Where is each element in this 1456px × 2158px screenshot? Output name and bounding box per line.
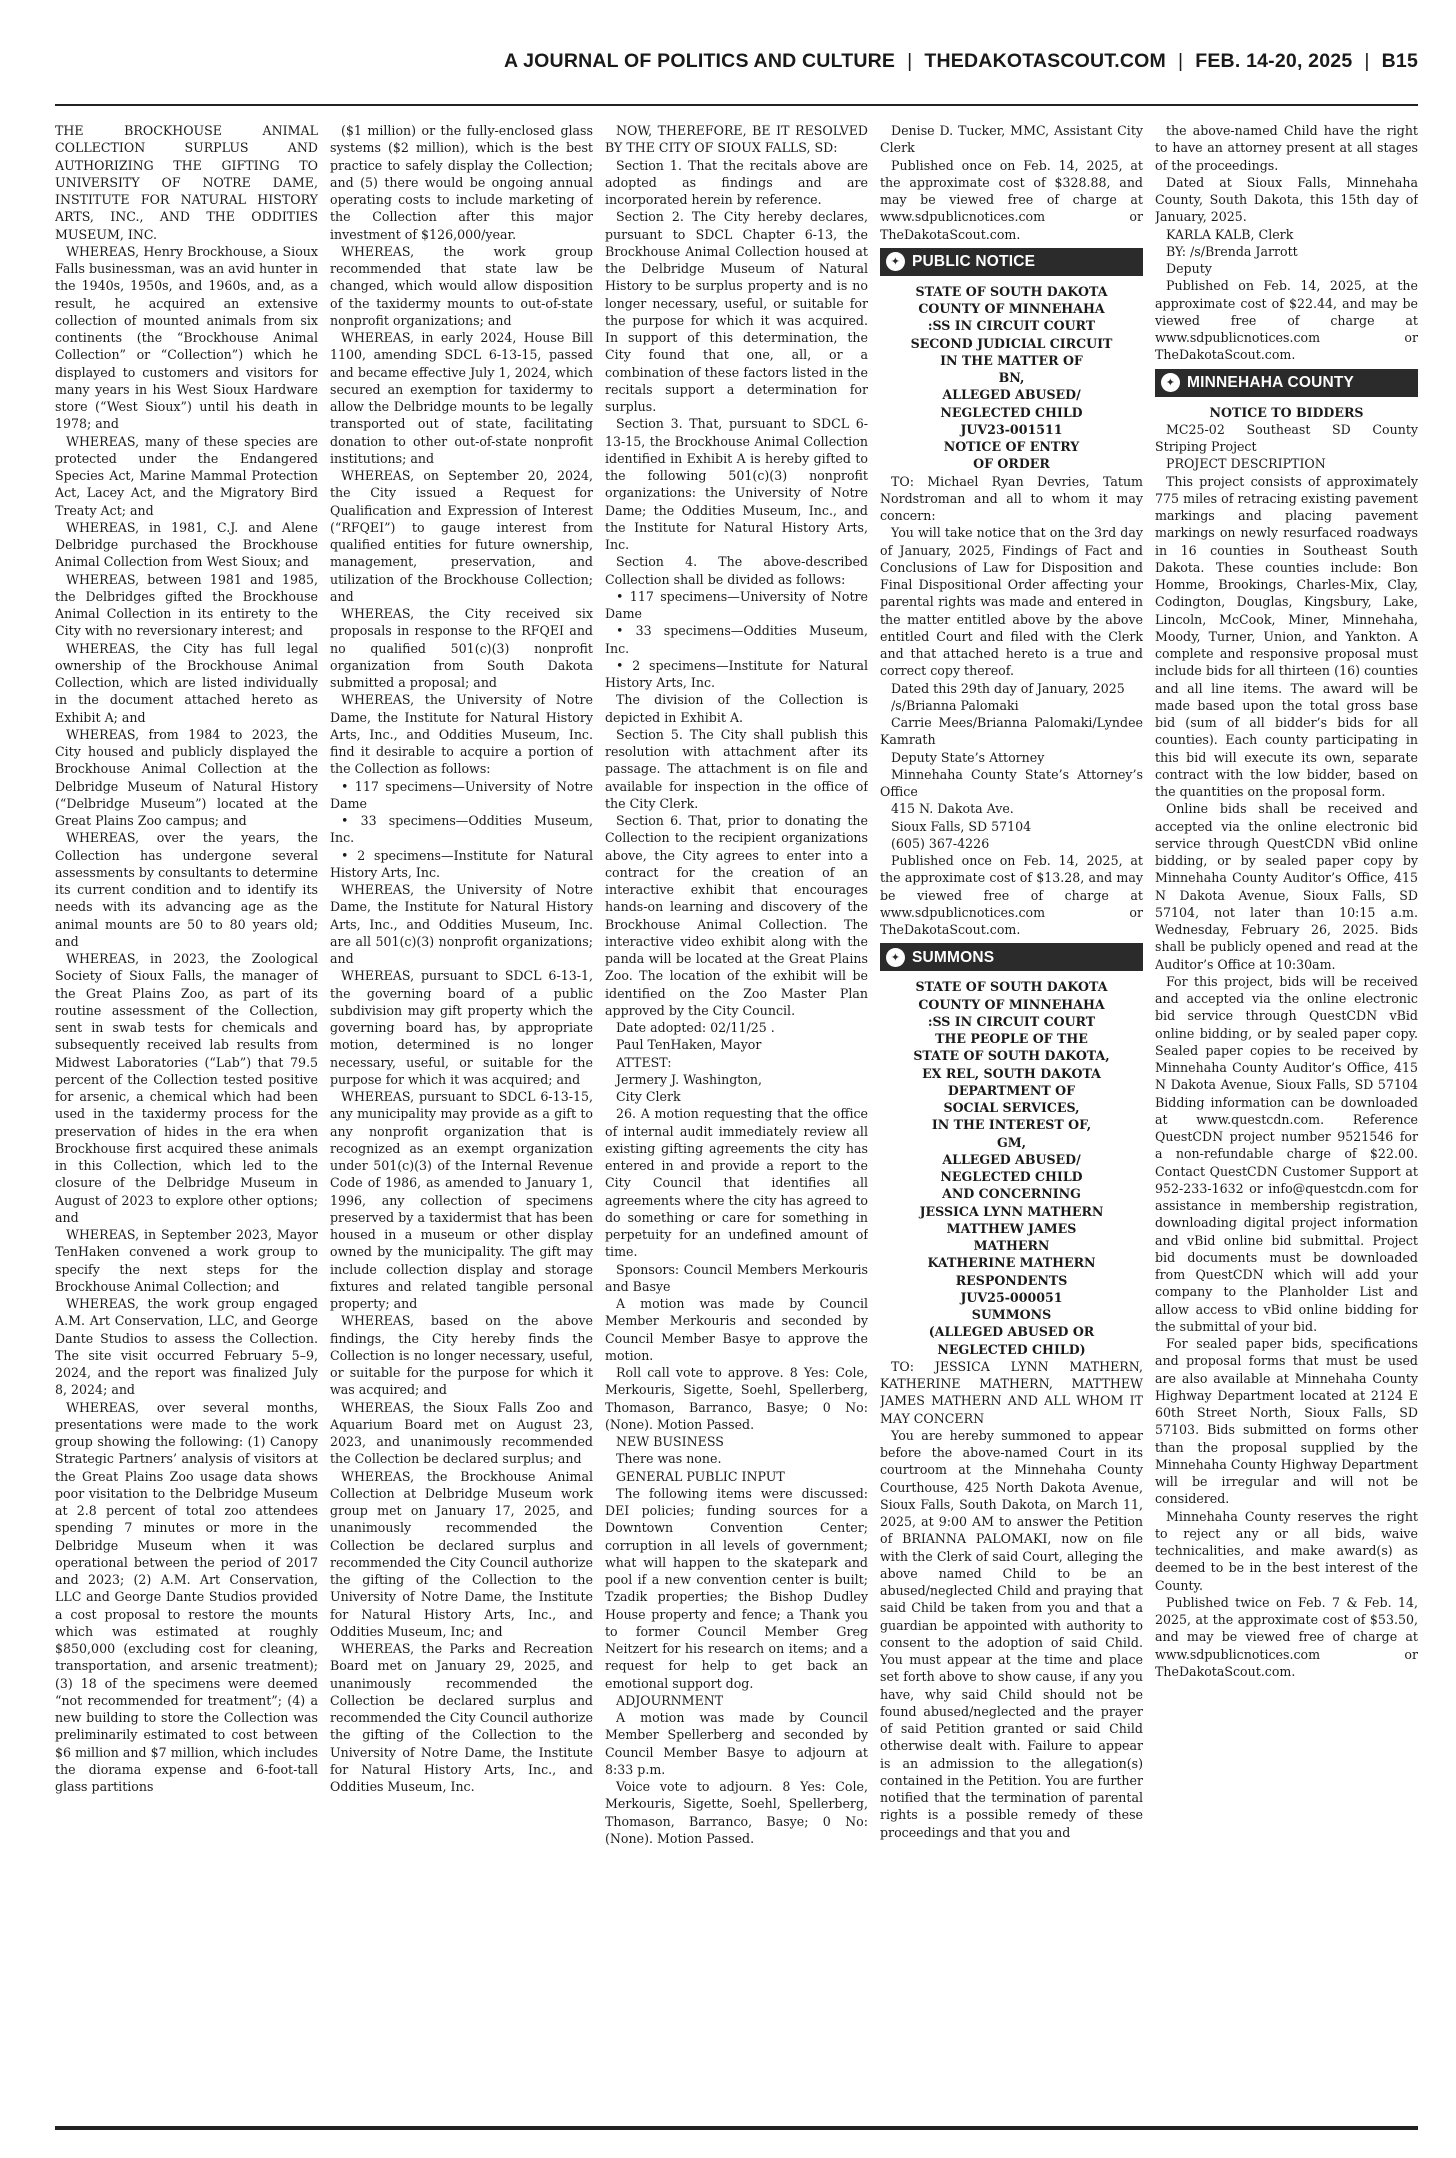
- notice-heading-line: :SS IN CIRCUIT COURT: [927, 318, 1096, 334]
- notice-paragraph: Section 4. The above-described Collection shall be divided as follows:: [605, 554, 868, 587]
- notice-paragraph: TO: JESSICA LYNN MATHERN, KATHERINE MATHERN, MATTHEW JAMES MATHERN AND ALL WHOM IT MAY CONCERN: [880, 1358, 1143, 1426]
- notice-paragraph: WHEREAS, on September 20, 2024, the City issued a Request for Qualification and Expression of Interest (“RFQEI”) to gauge interest from qualified entities for future ownership, management, preservation, and utilization of the Brockhouse Collection; and: [330, 468, 593, 604]
- notice-paragraph: WHEREAS, the Sioux Falls Zoo and Aquarium Board met on August 23, 2023, and unanimously recommended the Collection be declared surplus; and: [330, 1399, 593, 1467]
- notice-paragraph: WHEREAS, over several months, presentations were made to the work group showing the following: (1) Canopy Strategic Partners’ analysis of visitors at the Great Plains Zoo usage data shows poor visitation to the Delbridge Museum at 2.8 percent of total zoo attendees spending 7 minutes or more in the Delbridge Museum when it was operational between the period of 2017 and 2023; (2) A.M. Art Conservation, LLC and George Dante Studios provided a cost proposal to restore the mounts which was estimated at roughly $850,000 (excluding cost for cleaning, transportation, and arsenic treatment); (3) 18 of the specimens were deemed “not recommended for treatment”; (4) a new building to store the Collection was preliminarily estimated to cost between $6 million and $7 million, which includes the diorama expense and 6-foot-tall glass partitions: [55, 1399, 318, 1794]
- notice-paragraph: Published once on Feb. 14, 2025, at the approximate cost of $13.28, and may be viewed free of charge at www.sdpublicnotices.com or TheDakotaScout.com.: [880, 853, 1143, 937]
- notice-paragraph: WHEREAS, the University of Notre Dame, the Institute for Natural History Arts, Inc., and Oddities Museum, Inc. are all 501(c)(3) nonprofit organizations; and: [330, 882, 593, 966]
- notice-paragraph: WHEREAS, pursuant to SDCL 6-13-15, any municipality may provide as a gift to any nonprofit organization that is recognized as an exempt organization under 501(c)(3) of the Internal Revenue Code of 1986, as amended to January 1, 1996, any collection of specimens preserved by a taxidermist that has been housed in a museum or other display owned by the municipality. The gift may include collection display and storage fixtures and related tangible personal property; and: [330, 1089, 593, 1311]
- notice-paragraph: WHEREAS, in 2023, the Zoological Society of Sioux Falls, the manager of the Great Plains Zoo, as part of its routine assessment of the Collection, sent in swab tests for chemicals and subsequently received lab results from Midwest Laboratories (“Lab”) that 79.5 percent of the Collection tested positive for arsenic, a chemical which had been used in the taxidermy process for the preservation of hides in the era when Brockhouse first acquired these animals in this Collection, which led to the closure of the Delbridge Museum in August of 2023 to explore other options; and: [55, 951, 318, 1225]
- site-name: THEDAKOTASCOUT.COM: [924, 49, 1166, 72]
- notice-paragraph: • 2 specimens—Institute for Natural History Arts, Inc.: [605, 657, 868, 690]
- notice-paragraph: ADJOURNMENT: [616, 1692, 724, 1708]
- notice-paragraph: NEW BUSINESS: [616, 1434, 724, 1449]
- notice-heading-line: MATHERN: [973, 1238, 1050, 1253]
- notice-paragraph: WHEREAS, the City has full legal ownership of the Brockhouse Animal Collection, which are listed individually in the document attached hereto as Exhibit A; and: [55, 640, 318, 725]
- journal-tagline: A JOURNAL OF POLITICS AND CULTURE: [503, 49, 896, 72]
- scout-logo-icon: ✦: [886, 948, 905, 967]
- notice-paragraph: KARLA KALB, Clerk: [1166, 226, 1294, 242]
- notice-paragraph: WHEREAS, over the years, the Collection has undergone several assessments by consultants to determine its current condition and to identify its needs with its advancing age as the animal mounts are 50 to 80 years old; and: [55, 830, 318, 949]
- notice-heading-line: KATHERINE MATHERN: [927, 1255, 1096, 1271]
- notice-paragraph: This project consists of approximately 775 miles of retracing existing pavement markings and placing pavement markings on newly resurfaced roadways in 16 counties in Southeast South Dakota. These counties include: Bon Homme, Brookings, Charles-Mix, Clay, Codington, Douglas, Kingsbury, Lake, Lincoln, McCook, Miner, Minnehaha, Moody, Turner, Union, and Yankton. A complete and responsive proposal must include bids for all thirteen (16) counties and all line items. The award will be made based upon the total gross base bid (sum of all bidder’s bids for all counties). Each county participating in this bid will execute its own, separate contract with the low bidder, based on the quantities on the proposal form.: [1155, 473, 1418, 799]
- notice-paragraph: WHEREAS, based on the above findings, the City hereby finds the Collection is no longer necessary, useful, or suitable for the purpose for which it was acquired; and: [330, 1313, 593, 1398]
- section-label-text: PUBLIC NOTICE: [912, 253, 1036, 271]
- notice-heading-line: DEPARTMENT OF: [947, 1082, 1076, 1098]
- notice-heading-line: :SS IN CIRCUIT COURT: [927, 1013, 1096, 1029]
- notice-paragraph: Section 3. That, pursuant to SDCL 6-13-15, the Brockhouse Animal Collection identified in Exhibit A is hereby gifted to the following 501(c)(3) nonprofit organizations: the University of Notre Dame; the Oddities Museum, Inc., and the Institute for Natural History Arts, Inc.: [605, 416, 868, 552]
- notice-heading-line: SOCIAL SERVICES,: [943, 1100, 1080, 1115]
- column-3: [605, 122, 868, 2122]
- notice-heading-line: ALLEGED ABUSED/: [942, 387, 1081, 403]
- notice-paragraph: the above-named Child have the right to have an attorney present at all stages of the proceedings.: [1155, 123, 1418, 173]
- notice-paragraph: WHEREAS, in 1981, C.J. and Alene Delbridge purchased the Brockhouse Animal Collection from West Sioux; and: [55, 519, 318, 570]
- notice-paragraph: TO: Michael Ryan Devries, Tatum Nordstroman and all to whom it may concern:: [880, 473, 1143, 523]
- notice-paragraph: Online bids shall be received and accepted via the online electronic bid service through QuestCDN vBid online bidding, or by sealed paper copy by Minnehaha County Auditor’s Office, 415 N Dakota Avenue, Sioux Falls, SD 57104, not later than 10:15 a.m. Wednesday, February 26, 2025. Bids shall be publicly opened and read at the Auditor’s Office at 10:30am.: [1155, 801, 1418, 972]
- notice-paragraph: WHEREAS, the Parks and Recreation Board met on January 29, 2025, and unanimously recommended the Collection be declared surplus and recommended the City Council authorize the gifting of the Collection to the University of Notre Dame, the Institute for Natural History Arts, Inc., and Oddities Museum, Inc.: [330, 1641, 593, 1794]
- notice-paragraph: Dated this 29th day of January, 2025: [891, 680, 1125, 696]
- notice-paragraph: WHEREAS, the University of Notre Dame, the Institute for Natural History Arts, Inc., and Oddities Museum, Inc. find it desirable to acquire a portion of the Collection as follows:: [330, 692, 593, 777]
- notice-paragraph: WHEREAS, from 1984 to 2023, the City housed and publicly displayed the Brockhouse Animal Collection at the Delbridge Museum of Natural History (“Delbridge Museum”) located at the Great Plains Zoo campus; and: [55, 726, 318, 828]
- notice-heading-line: AND CONCERNING: [942, 1186, 1081, 1202]
- notice-paragraph: Minnehaha County State’s Attorney’s Office: [880, 766, 1143, 799]
- notice-paragraph: The following items were discussed: DEI policies; funding sources for a Downtown Convention Center; corruption in all levels of government; what will happen to the skatepark and pool if a new convention center is built; Tzadik properties; the Bishop Dudley House property and fence; a Thank you to former Council Member Greg Neitzert for his research on items; and a request for help to get back an emotional support dog.: [605, 1485, 868, 1691]
- notice-paragraph: For this project, bids will be received and accepted via the online electronic bid service through QuestCDN vBid online bidding, or by sealed paper copy. Sealed paper copies to be received by Minnehaha County Auditor’s Office, 415 N Dakota Avenue, Sioux Falls, SD 57104 Bidding information can be downloaded at www.questcdn.com. Reference QuestCDN project number 9521546 for a non-refundable charge of $22.00. Contact QuestCDN Customer Support at 952-233-1632 or info@questcdn.com for assistance in membership registration, downloading digital project information and vBid online bid submittal. Project bid documents must be downloaded from QuestCDN which will add your company to the Planholder List and allow access to vBid online bidding for the submittal of your bid.: [1155, 973, 1418, 1334]
- notice-paragraph: • 33 specimens—Oddities Museum, Inc.: [330, 813, 593, 846]
- notice-paragraph: WHEREAS, between 1981 and 1985, the Delbridges gifted the Brockhouse Animal Collection in its entirety to the City with no reversionary interest; and: [55, 571, 318, 639]
- notice-paragraph: /s/Brianna Palomaki: [891, 697, 1019, 713]
- notice-paragraph: A motion was made by Council Member Merkouris and seconded by Council Member Basye to approve the motion.: [605, 1296, 868, 1363]
- notice-paragraph: (605) 367-4226: [891, 835, 990, 851]
- notice-heading-line: COUNTY OF MINNEHAHA: [918, 996, 1105, 1012]
- notice-paragraph: Sioux Falls, SD 57104: [891, 818, 1032, 834]
- notice-paragraph: Paul TenHaken, Mayor: [616, 1037, 762, 1053]
- public-notice-label: [880, 248, 1143, 276]
- notice-paragraph: MC25-02 Southeast SD County Striping Project: [1155, 421, 1418, 454]
- notice-heading-line: MATTHEW JAMES: [946, 1220, 1077, 1236]
- notice-paragraph: For sealed paper bids, specifications and proposal forms that must be used are also available at Minnehaha County Highway Department located at 2124 E 60th Street North, Sioux Falls, SD 57103. Bids submitted on forms other than the proposal supplied by the Minnehaha County Highway Department will be irregular and will not be considered.: [1155, 1336, 1418, 1507]
- notice-heading-line: THE PEOPLE OF THE: [935, 1031, 1088, 1046]
- notice-heading-line: RESPONDENTS: [955, 1272, 1068, 1288]
- notice-heading-line: SUMMONS: [971, 1307, 1052, 1322]
- notice-paragraph: City Clerk: [616, 1089, 681, 1104]
- notice-paragraph: Deputy: [1166, 261, 1212, 276]
- column-1: [55, 122, 318, 2122]
- notice-paragraph: Published on Feb. 14, 2025, at the approximate cost of $22.44, and may be viewed free of charge at www.sdpublicnotices.com or TheDakotaScout.com.: [1155, 278, 1418, 363]
- notice-paragraph: There was none.: [616, 1451, 722, 1467]
- minnehaha-county-label: [1155, 369, 1418, 397]
- notice-paragraph: WHEREAS, Henry Brockhouse, a Sioux Falls businessman, was an avid hunter in the 1940s, 1950s, and 1960s, and, as a result, he acquired an extensive collection of mounted animals from six continents (the “Brockhouse Animal Collection” or “Collection”) which he displayed to customers and visitors for many years in his West Sioux Hardware store (“West Sioux”) until his death in 1978; and: [55, 243, 318, 432]
- notice-heading-line: STATE OF SOUTH DAKOTA,: [913, 1048, 1110, 1064]
- notice-paragraph: WHEREAS, many of these species are protected under the Endangered Species Act, Marine Mammal Protection Act, Lacey Act, and the Migratory Bird Treaty Act; and: [55, 433, 318, 518]
- notice-heading-line: OF ORDER: [973, 456, 1050, 472]
- notice-heading-line: STATE OF SOUTH DAKOTA: [915, 283, 1108, 299]
- page-header: [55, 44, 1418, 78]
- notice-heading-line: EX REL, SOUTH DAKOTA: [922, 1065, 1101, 1081]
- notice-paragraph: BY: /s/Brenda Jarrott: [1166, 243, 1298, 259]
- column-2: [330, 122, 593, 2122]
- header-separator: |: [907, 49, 913, 72]
- notice-paragraph: NOW, THEREFORE, BE IT RESOLVED BY THE CITY OF SIOUX FALLS, SD:: [605, 123, 868, 156]
- summons-label: [880, 943, 1143, 971]
- section-label-text: SUMMONS: [912, 948, 995, 966]
- notice-paragraph: • 117 specimens—University of Notre Dame: [330, 778, 593, 811]
- notice-paragraph: 415 N. Dakota Ave.: [891, 801, 1014, 817]
- notice-paragraph: Published once on Feb. 14, 2025, at the approximate cost of $328.88, and may be viewed free of charge at www.sdpublicnotices.com or TheDakotaScout.com.: [880, 157, 1143, 242]
- notice-columns: [55, 122, 1418, 2122]
- notice-paragraph: Section 2. The City hereby declares, pursuant to SDCL Chapter 6-13, the Brockhouse Animal Collection housed at the Delbridge Museum of Natural History to be surplus property and is no longer necessary, useful, or suitable for the purpose for which it was acquired. In support of this determination, the City found that one, all, or a combination of these factors listed in the recitals support a determination for surplus.: [605, 209, 868, 414]
- notice-paragraph: ($1 million) or the fully-enclosed glass systems ($2 million), which is the best practice to safely display the Collection; and (5) there would be ongoing annual operating costs to include marketing of the Collection after this major investment of $126,000/year.: [330, 123, 593, 242]
- notice-paragraph: Jermery J. Washington,: [616, 1071, 763, 1087]
- notice-heading-line: NEGLECTED CHILD: [940, 1169, 1083, 1184]
- notice-paragraph: A motion was made by Council Member Spellerberg and seconded by Council Member Basye to adjourn at 8:33 p.m.: [605, 1710, 868, 1777]
- notice-paragraph: • 117 specimens—University of Notre Dame: [605, 588, 868, 621]
- notice-heading-line: IN THE INTEREST OF,: [931, 1117, 1092, 1133]
- notice-paragraph: Sponsors: Council Members Merkouris and Basye: [605, 1261, 868, 1294]
- notice-heading-line: SECOND JUDICIAL CIRCUIT: [910, 335, 1113, 351]
- notice-paragraph: Dated at Sioux Falls, Minnehaha County, South Dakota, this 15th day of January, 2025.: [1155, 174, 1418, 225]
- section-label-text: MINNEHAHA COUNTY: [1187, 373, 1355, 391]
- notice-paragraph: ATTEST:: [616, 1054, 672, 1070]
- notice-heading-line: GM,: [996, 1134, 1027, 1150]
- notice-paragraph: WHEREAS, pursuant to SDCL 6-13-1, the governing board of a public subdivision may gift property which the governing board has, by appropriate motion, determined is no longer necessary, useful, or suitable for the purpose for which it was acquired; and: [330, 968, 593, 1087]
- notice-paragraph: WHEREAS, the work group engaged A.M. Art Conservation, LLC, and George Dante Studios to assess the Collection. The site visit occurred February 5–9, 2024, and the report was finalized July 8, 2024; and: [55, 1296, 318, 1398]
- notice-paragraph: Section 5. The City shall publish this resolution with attachment after its passage. The attachment is on file and available for inspection in the office of the City Clerk.: [605, 726, 868, 811]
- notice-paragraph: Deputy State’s Attorney: [891, 749, 1045, 765]
- notice-paragraph: GENERAL PUBLIC INPUT: [616, 1468, 785, 1484]
- notice-paragraph: • 2 specimens—Institute for Natural History Arts, Inc.: [330, 847, 593, 880]
- notice-paragraph: You are hereby summoned to appear before the above-named Court in its courtroom at the Minnehaha County Courthouse, 425 North Dakota Avenue, Sioux Falls, South Dakota, on March 11, 2025, at 9:00 AM to answer the Petition of BRIANNA PALOMAKI, now on file with the Clerk of said Court, alleging the above named Child to be an abused/neglected Child and praying that said Child be taken from you and that a guardian be appointed with authority to consent to the adoption of said Child. You must appear at the time and place set forth above to show cause, if any you have, why said Child should not be found abused/neglected and the prayer of said Petition granted or said Child otherwise dealt with. Failure to appear is an admission to the allegation(s) contained in the Petition. You are further notified that the termination of parental rights is a possible remedy of these proceedings and that you and: [880, 1427, 1143, 1840]
- notice-paragraph: Carrie Mees/Brianna Palomaki/Lyndee Kamrath: [880, 715, 1143, 748]
- notice-paragraph: You will take notice that on the 3rd day of January, 2025, Findings of Fact and Conclusions of Law for Disposition and Final Dispositional Order affecting your parental rights was made and entered in the matter entitled above by the above entitled Court and filed with the Clerk and that attached hereto is a true and correct copy thereof.: [880, 525, 1143, 679]
- notice-heading-line: NEGLECTED CHILD: [940, 404, 1083, 420]
- column-5: [1155, 122, 1418, 2122]
- notice-paragraph: WHEREAS, the City received six proposals in response to the RFQEI and no qualified 501(c)(3) nonprofit organization from South Dakota submitted a proposal; and: [330, 606, 593, 690]
- notice-heading-line: NOTICE OF ENTRY: [943, 439, 1080, 454]
- notice-paragraph: 26. A motion requesting that the office of internal audit immediately review all existing gifting agreements the city has entered in and provide a report to the City Council that identifies all agreements where the city has agreed to do something or care for something in perpetuity for an undefined amount of time.: [605, 1106, 868, 1260]
- notice-heading-line: IN THE MATTER OF: [940, 352, 1083, 368]
- column-4: [880, 122, 1143, 2122]
- notice-paragraph: PROJECT DESCRIPTION: [1166, 456, 1326, 472]
- notice-heading-line: NOTICE TO BIDDERS: [1209, 404, 1364, 420]
- header-rule: [55, 104, 1418, 106]
- page-number: B15: [1381, 49, 1418, 72]
- notice-paragraph: WHEREAS, the work group recommended that state law be changed, which would allow disposition of the taxidermy mounts to out-of-state nonprofit organizations; and: [330, 243, 593, 328]
- issue-dates: FEB. 14-20, 2025: [1195, 49, 1353, 72]
- notice-heading-line: (ALLEGED ABUSED OR: [928, 1324, 1095, 1340]
- notice-paragraph: Section 1. That the recitals above are adopted as findings and are incorporated herein by reference.: [605, 157, 868, 207]
- notice-heading-line: JUV23-001511: [960, 421, 1063, 437]
- notice-paragraph: WHEREAS, in early 2024, House Bill 1100, amending SDCL 6-13-15, passed and became effective July 1, 2024, which secured an exemption for taxidermy to allow the Delbridge mounts to be legally transported out of state, facilitating donation to other out-of-state nonprofit institutions; and: [330, 330, 593, 466]
- notice-heading-line: STATE OF SOUTH DAKOTA: [915, 979, 1108, 995]
- notice-paragraph: Voice vote to adjourn. 8 Yes: Cole, Merkouris, Sigette, Soehl, Spellerberg, Thomason, Barranco, Basye; 0 No: (None). Motion Passed.: [605, 1779, 868, 1846]
- notice-paragraph: The division of the Collection is depicted in Exhibit A.: [605, 692, 868, 725]
- notice-paragraph: Minnehaha County reserves the right to reject any or all bids, waive technicalities, and make award(s) as deemed to be in the best interest of the County.: [1155, 1508, 1418, 1593]
- scout-logo-icon: ✦: [1161, 373, 1180, 392]
- notice-paragraph: • 33 specimens—Oddities Museum, Inc.: [605, 623, 868, 656]
- notice-paragraph: WHEREAS, in September 2023, Mayor TenHaken convened a work group to specify the next steps for the Brockhouse Animal Collection; and: [55, 1227, 318, 1294]
- notice-paragraph: Section 6. That, prior to donating the Collection to the recipient organizations above, the City agrees to enter into a contract for the creation of an interactive exhibit that encourages hands-on learning and discovery of the Brockhouse Animal Collection. The interactive video exhibit along with the panda will be located at the Great Plains Zoo. The location of the exhibit will be identified on the Zoo Master Plan approved by the City Council.: [605, 813, 868, 1018]
- notice-paragraph: Published twice on Feb. 7 & Feb. 14, 2025, at the approximate cost of $53.50, and may be viewed free of charge at www.sdpublicnotices.com or TheDakotaScout.com.: [1155, 1594, 1418, 1679]
- notice-heading-line: COUNTY OF MINNEHAHA: [918, 301, 1105, 316]
- header-separator: |: [1177, 49, 1184, 72]
- notice-heading-line: JESSICA LYNN MATHERN: [919, 1203, 1104, 1219]
- notice-paragraph: WHEREAS, the Brockhouse Animal Collection at Delbridge Museum work group met on January 17, 2025, and unanimously recommended the Collection be declared surplus and recommended the City Council authorize the gifting of the Collection to the University of Notre Dame, the Institute for Natural History Arts, Inc., and Oddities Museum, Inc; and: [330, 1468, 593, 1639]
- notice-heading-line: BN,: [998, 370, 1025, 385]
- header-separator: |: [1364, 49, 1370, 72]
- notice-heading-line: NEGLECTED CHILD): [937, 1341, 1086, 1357]
- notice-heading-line: JUV25-000051: [960, 1289, 1063, 1305]
- notice-paragraph: Roll call vote to approve. 8 Yes: Cole, Merkouris, Sigette, Soehl, Spellerberg, Thomason, Barranco, Basye; 0 No: (None). Motion Passed.: [605, 1365, 868, 1432]
- scout-logo-icon: ✦: [886, 252, 905, 271]
- bottom-rule: [55, 2126, 1418, 2130]
- notice-paragraph: Date adopted: 02/11/25 .: [616, 1020, 775, 1035]
- notice-heading-line: ALLEGED ABUSED/: [942, 1151, 1081, 1167]
- notice-paragraph: THE BROCKHOUSE ANIMAL COLLECTION SURPLUS AND AUTHORIZING THE GIFTING TO UNIVERSITY OF NOTRE DAME, INSTITUTE FOR NATURAL HISTORY ARTS, INC., AND THE ODDITIES MUSEUM, INC.: [55, 123, 318, 242]
- notice-paragraph: Denise D. Tucker, MMC, Assistant City Clerk: [880, 123, 1143, 156]
